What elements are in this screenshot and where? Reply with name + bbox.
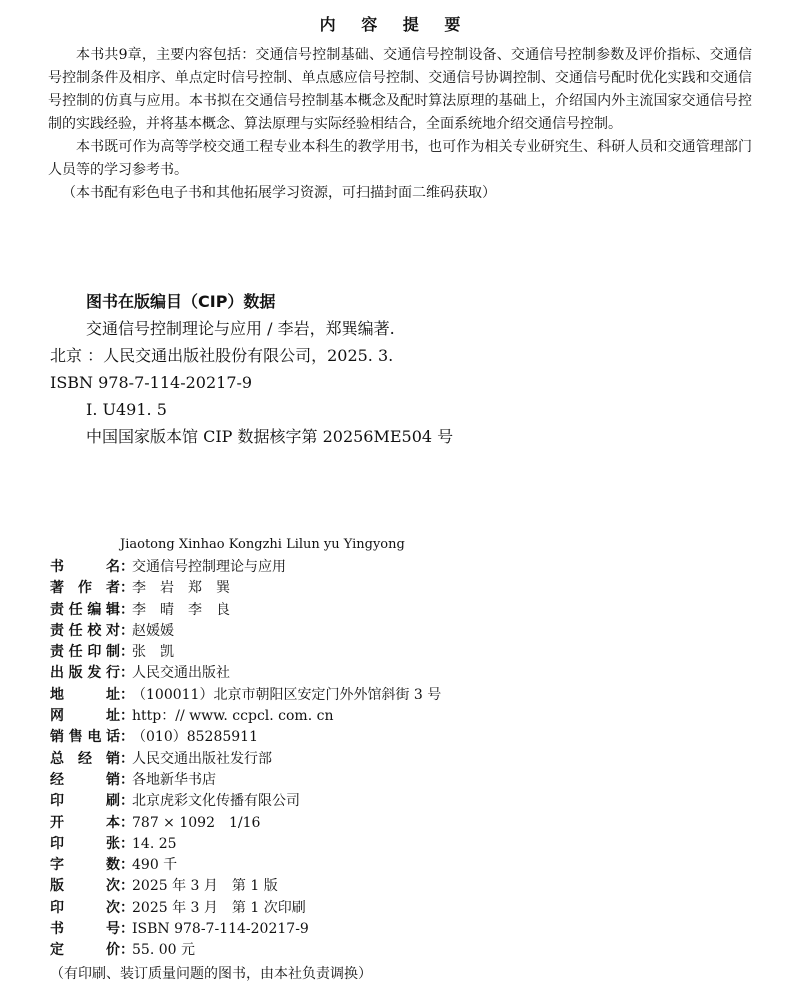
info-value: （010）85285911 xyxy=(132,729,258,746)
info-label: 经 销 xyxy=(50,771,120,788)
info-row-price: 定 价 ： 55. 00 元 xyxy=(50,940,750,961)
info-row-proofreader: 责 任 校 对 ： 赵媛媛 xyxy=(50,621,750,642)
info-value: 2025 年 3 月 第 1 次印刷 xyxy=(132,899,306,916)
info-label: 书 名 xyxy=(50,559,120,575)
info-label: 出 版 发 行 xyxy=(50,665,120,682)
info-row-sheets: 印 张 ： 14. 25 xyxy=(50,834,750,855)
footnote-text: （有印刷、装订质量问题的图书，由本社负责调换） xyxy=(50,965,372,982)
info-value: 赵媛媛 xyxy=(132,622,174,639)
cip-line-2: 北京 ：人民交通出版社股份有限公司，2025. 3. xyxy=(50,346,394,365)
info-value: 李 晴 李 良 xyxy=(132,601,230,618)
info-label: 版 次 xyxy=(50,878,120,895)
info-row-book-title: 书 名 ： 交通信号控制理论与应用 xyxy=(50,557,750,578)
book-title-pinyin: Jiaotong Xinhao Kongzhi Lilun yu Yingyong xyxy=(120,537,405,552)
info-value: http：// www. ccpcl. com. cn xyxy=(132,708,334,725)
info-value: 人民交通出版社 xyxy=(132,665,230,682)
info-value: 2025 年 3 月 第 1 版 xyxy=(132,878,278,895)
info-value: 各地新华书店 xyxy=(132,771,216,788)
info-row-edition: 版 次 ： 2025 年 3 月 第 1 版 xyxy=(50,876,750,897)
summary-section xyxy=(48,44,752,205)
info-label: 责 任 校 对 xyxy=(50,622,120,639)
cip-line-4: Ⅰ. U491. 5 xyxy=(86,400,167,419)
info-row-printing-supervisor: 责 任 印 制 ： 张 凯 xyxy=(50,642,750,663)
summary-note: （本书配有彩色电子书和其他拓展学习资源，可扫描封面二维码获取） xyxy=(62,185,496,201)
cip-line-1: 交通信号控制理论与应用 / 李岩，郑巽编著. xyxy=(86,319,395,338)
info-value: 787 × 1092 1/16 xyxy=(132,814,261,831)
info-row-general-distributor: 总 经 销 ： 人民交通出版社发行部 xyxy=(50,749,750,770)
info-value: 14. 25 xyxy=(132,835,177,852)
info-value: 北京虎彩文化传播有限公司 xyxy=(132,793,300,810)
info-row-printer: 印 刷 ： 北京虎彩文化传播有限公司 xyxy=(50,791,750,812)
info-label: 销 售 电 话 xyxy=(50,729,120,746)
info-row-isbn: 书 号 ： ISBN 978-7-114-20217-9 xyxy=(50,919,750,940)
info-label: 责 任 编 辑 xyxy=(50,601,120,618)
info-value: ISBN 978-7-114-20217-9 xyxy=(132,921,309,938)
cip-title: 图书在版编目（CIP）数据 xyxy=(86,292,276,311)
info-row-format: 开 本 ： 787 × 1092 1/16 xyxy=(50,813,750,834)
info-label: 著 作 者 xyxy=(50,580,120,597)
info-row-impression: 印 次 ： 2025 年 3 月 第 1 次印刷 xyxy=(50,898,750,919)
info-label: 字 数 xyxy=(50,857,120,874)
info-row-word-count: 字 数 ： 490 千 xyxy=(50,855,750,876)
cip-section xyxy=(50,288,453,450)
summary-title: 内 容 提 要 xyxy=(319,15,471,34)
info-row-address: 地 址 ： （100011）北京市朝阳区安定门外外馆斜街 3 号 xyxy=(50,685,750,706)
info-label: 印 刷 xyxy=(50,793,120,810)
info-row-publisher: 出 版 发 行 ： 人民交通出版社 xyxy=(50,663,750,684)
summary-paragraph-2: 本书既可作为高等学校交通工程专业本科生的教学用书，也可作为相关专业研究生、科研人员和交通管理部门人员等的学习参考书。 xyxy=(48,139,752,178)
info-label: 责 任 印 制 xyxy=(50,644,120,661)
info-value: 李 岩 郑 巽 xyxy=(132,580,230,597)
cip-line-3: ISBN 978-7-114-20217-9 xyxy=(50,373,253,392)
info-label: 印 次 xyxy=(50,899,120,916)
info-row-editor: 责 任 编 辑 ： 李 晴 李 良 xyxy=(50,600,750,621)
info-label: 网 址 xyxy=(50,708,120,725)
info-label: 书 号 xyxy=(50,921,120,938)
quality-footnote xyxy=(50,964,750,985)
info-row-distributor: 经 销 ： 各地新华书店 xyxy=(50,770,750,791)
info-label: 总 经 销 xyxy=(50,750,120,767)
summary-paragraph-1: 本书共9章，主要内容包括：交通信号控制基础、交通信号控制设备、交通信号控制参数及评价指标、交通信号控制条件及相序、单点定时信号控制、单点感应信号控制、交通信号协调控制、交通信号配时优化实践和交通信号控制的仿真与应用。本书拟在交通信号控制基本概念及配时算法原理的基础上，介绍国内外主流国家交通信号控制的实践经验，并将基本概念、算法原理与实际经验相结合，全面系统地介绍交通信号控制。 xyxy=(48,47,752,132)
info-label: 开 本 xyxy=(50,814,120,831)
info-value: 交通信号控制理论与应用 xyxy=(132,559,286,575)
info-label: 定 价 xyxy=(50,942,120,959)
info-row-website: 网 址 ： http：// www. ccpcl. com. cn xyxy=(50,706,750,727)
info-value: 55. 00 元 xyxy=(132,942,195,959)
info-label: 印 张 xyxy=(50,835,120,852)
cip-line-5: 中国国家版本馆 CIP 数据核字第 20256ME504 号 xyxy=(86,427,454,446)
info-value: 张 凯 xyxy=(132,644,174,661)
info-row-sales-phone: 销 售 电 话 ： （010）85285911 xyxy=(50,727,750,748)
info-row-author: 著 作 者 ： 李 岩 郑 巽 xyxy=(50,578,750,599)
info-label: 地 址 xyxy=(50,686,120,703)
info-value: 人民交通出版社发行部 xyxy=(132,750,272,767)
info-value: 490 千 xyxy=(132,857,178,874)
publication-info xyxy=(50,557,750,985)
info-value: （100011）北京市朝阳区安定门外外馆斜街 3 号 xyxy=(132,686,442,703)
